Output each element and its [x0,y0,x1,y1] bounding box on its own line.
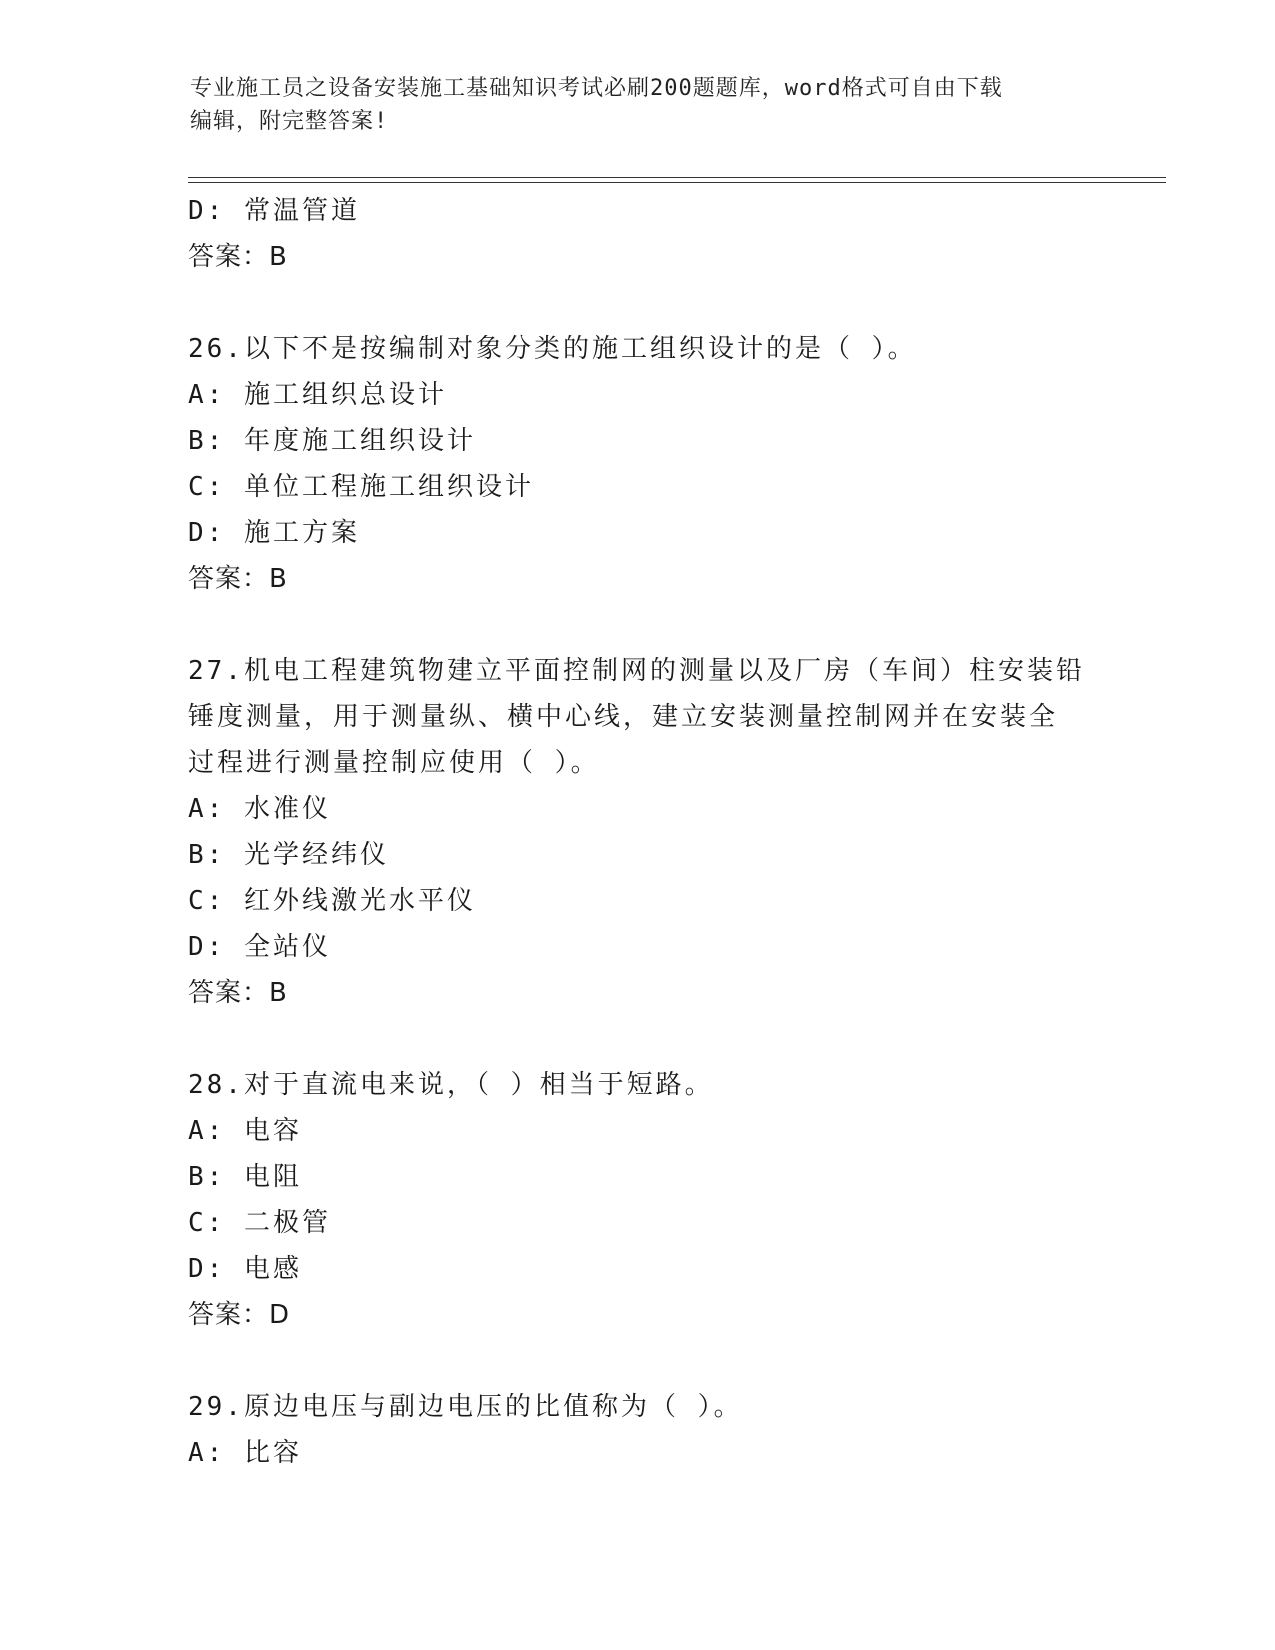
option-a: A: 电容 [188,1116,302,1146]
question-stem [188,1384,1088,1430]
question-29 [188,1384,1088,1476]
question-stem [188,326,1088,372]
answer-line: 答案：B [188,978,288,1008]
question-stem [188,648,1088,786]
stem-line: 26.以下不是按编制对象分类的施工组织设计的是（ ）。 [188,334,917,364]
answer-line: 答案：D [188,1300,291,1330]
header-divider-top [188,177,1166,178]
option-b: B: 电阻 [188,1162,302,1192]
question-27 [188,648,1088,1016]
option-c: C: 红外线激光水平仪 [188,886,476,916]
stem-line: 28.对于直流电来说，（ ）相当于短路。 [188,1070,714,1100]
document-header [190,72,1090,138]
header-line-2: 编辑，附完整答案! [190,109,389,134]
stem-line: 27.机电工程建筑物建立平面控制网的测量以及厂房（车间）柱安装铅 [188,656,1085,686]
option-d: D: 常温管道 [188,196,360,226]
answer-line: 答案：B [188,242,288,272]
stem-line: 29.原边电压与副边电压的比值称为（ ）。 [188,1392,743,1422]
option-a: A: 施工组织总设计 [188,380,447,410]
stem-line: 过程进行测量控制应使用（ ）。 [188,748,600,778]
option-c: C: 二极管 [188,1208,331,1238]
question-list [188,188,1088,1476]
stem-line: 锤度测量，用于测量纵、横中心线，建立安装测量控制网并在安装全 [188,702,1059,732]
option-b: B: 年度施工组织设计 [188,426,476,456]
header-line-1: 专业施工员之设备安装施工基础知识考试必刷200题题库，word格式可自由下载 [190,76,1003,101]
option-d: D: 全站仪 [188,932,331,962]
option-c: C: 单位工程施工组织设计 [188,472,534,502]
header-divider-bottom [188,182,1166,183]
option-d: D: 电感 [188,1254,302,1284]
option-d: D: 施工方案 [188,518,360,548]
question-25-fragment [188,188,1088,280]
option-a: A: 水准仪 [188,794,331,824]
option-b: B: 光学经纬仪 [188,840,389,870]
question-26 [188,326,1088,602]
question-28 [188,1062,1088,1338]
option-a: A: 比容 [188,1438,302,1468]
question-stem [188,1062,1088,1108]
answer-line: 答案：B [188,564,288,594]
